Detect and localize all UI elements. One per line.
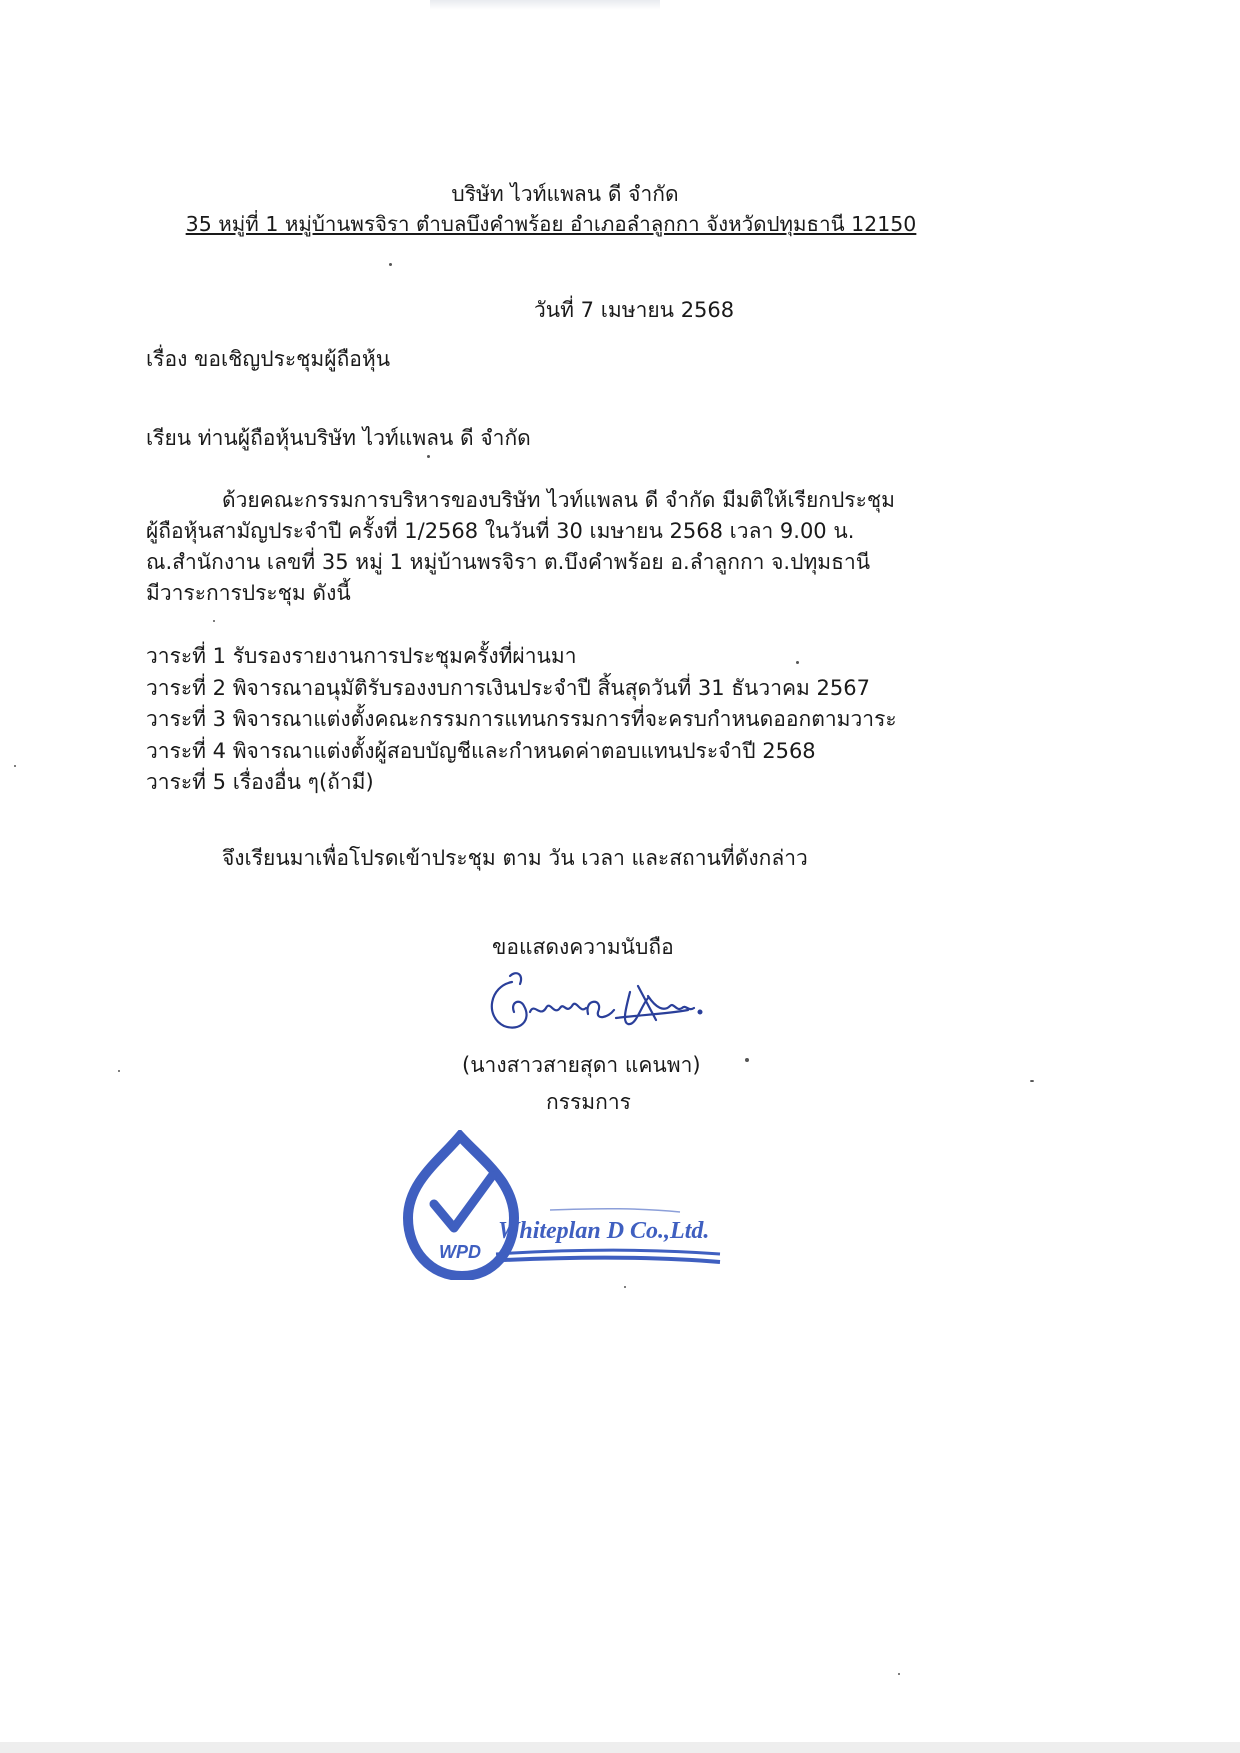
scan-speck bbox=[624, 1286, 626, 1288]
scan-speck bbox=[898, 1673, 900, 1675]
scan-speck bbox=[1030, 1080, 1034, 1082]
scan-edge-top bbox=[430, 0, 660, 10]
agenda-item: วาระที่ 2 พิจารณาอนุมัติรับรองงบการเงินประจำปี สิ้นสุดวันที่ 31 ธันวาคม 2567 bbox=[146, 675, 870, 700]
scan-speck bbox=[745, 1058, 749, 1062]
svg-text:WPD: WPD bbox=[439, 1242, 481, 1262]
scan-speck bbox=[14, 765, 16, 767]
body-line: มีวาระการประชุม ดังนี้ bbox=[146, 581, 351, 605]
letter-date: วันที่ 7 เมษายน 2568 bbox=[534, 298, 735, 322]
scan-speck bbox=[213, 620, 215, 622]
scan-speck bbox=[427, 455, 430, 458]
scan-speck bbox=[118, 1070, 120, 1072]
letter-body bbox=[146, 485, 996, 609]
agenda-item: วาระที่ 3 พิจารณาแต่งตั้งคณะกรรมการแทนกรรมการที่จะครบกำหนดออกตามวาระ bbox=[146, 707, 897, 731]
stamp-company-name: Whiteplan D Co.,Ltd. bbox=[498, 1218, 710, 1244]
agenda-item: วาระที่ 1 รับรองรายงานการประชุมครั้งที่ผ่านมา bbox=[146, 644, 577, 668]
signer-position: กรรมการ bbox=[546, 1090, 631, 1114]
letter-subject: เรื่อง ขอเชิญประชุมผู้ถือหุ้น bbox=[146, 347, 391, 371]
agenda-item: วาระที่ 5 เรื่องอื่น ๆ(ถ้ามี) bbox=[146, 770, 374, 794]
closing-sentence: จึงเรียนมาเพื่อโปรดเข้าประชุม ตาม วัน เวลา และสถานที่ดังกล่าว bbox=[222, 846, 808, 870]
scan-edge-bottom bbox=[0, 1742, 1240, 1753]
body-line: ผู้ถือหุ้นสามัญประจำปี ครั้งที่ 1/2568 ในวันที่ 30 เมษายน 2568 เวลา 9.00 น. bbox=[146, 519, 855, 543]
body-line: ด้วยคณะกรรมการบริหารของบริษัท ไวท์แพลน ดี จำกัด มีมติให้เรียกประชุม bbox=[222, 488, 895, 512]
company-address: 35 หมู่ที่ 1 หมู่บ้านพรจิรา ตำบลบึงคำพร้อย อำเภอลำลูกกา จังหวัดปทุมธานี 12150 bbox=[185, 212, 917, 236]
body-line: ณ.สำนักงาน เลขที่ 35 หมู่ 1 หมู่บ้านพรจิรา ต.บึงคำพร้อย อ.ลำลูกกา จ.ปทุมธานี bbox=[146, 550, 871, 574]
company-name: บริษัท ไวท์แพลน ดี จำกัด bbox=[451, 182, 679, 206]
regards: ขอแสดงความนับถือ bbox=[492, 935, 674, 959]
agenda-list bbox=[146, 641, 897, 799]
scan-speck bbox=[389, 263, 392, 266]
signer-name: (นางสาวสายสุดา แคนพา) bbox=[462, 1053, 701, 1077]
company-stamp bbox=[400, 1130, 730, 1280]
agenda-item: วาระที่ 4 พิจารณาแต่งตั้งผู้สอบบัญชีและกำหนดค่าตอบแทนประจำปี 2568 bbox=[146, 738, 816, 763]
handwritten-signature bbox=[480, 968, 730, 1040]
letter-recipient: เรียน ท่านผู้ถือหุ้นบริษัท ไวท์แพลน ดี จำกัด bbox=[146, 426, 531, 450]
